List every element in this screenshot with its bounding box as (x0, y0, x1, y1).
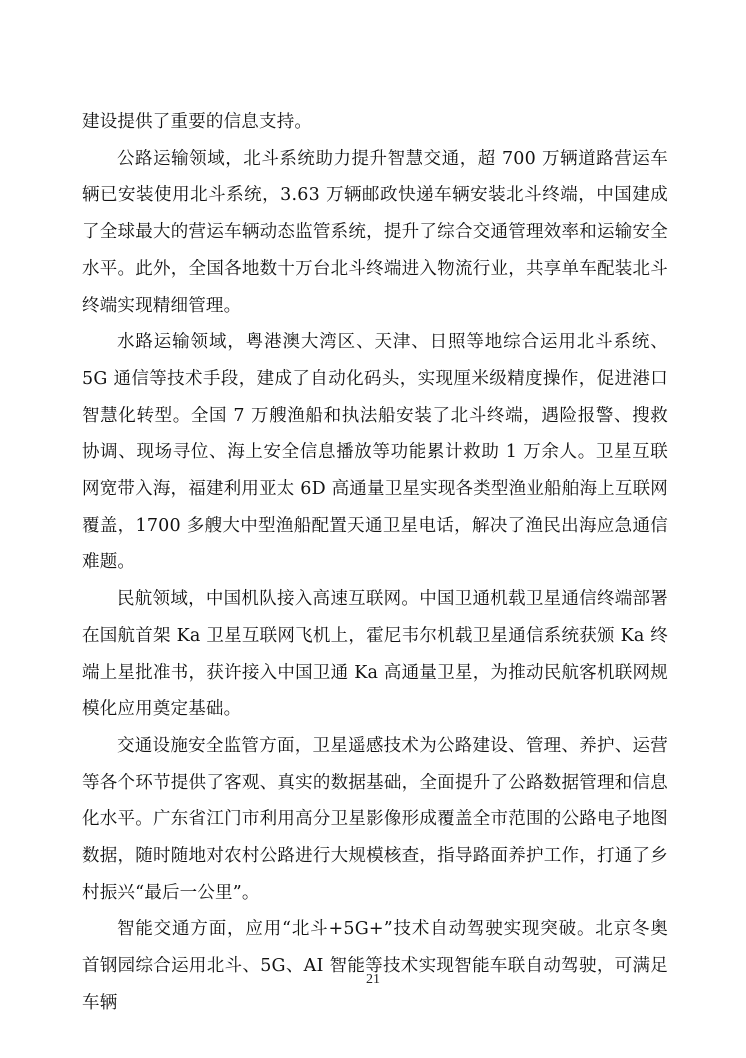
body-text (82, 104, 668, 1022)
paragraph-infrastructure-monitoring: 交通设施安全监管方面，卫星遥感技术为公路建设、管理、养护、运营等各个环节提供了客观、真实的数据基础，全面提升了公路数据管理和信息化水平。广东省江门市利用高分卫星影像形成覆盖全市范围的公路电子地图数据，随时随地对农村公路进行大规模核查，指导路面养护工作，打通了乡村振兴“最后一公里”。 (82, 735, 668, 903)
paragraph-intelligent-transport: 智能交通方面，应用“北斗+5G+”技术自动驾驶实现突破。北京冬奥首钢园综合运用北斗、5G、AI 智能等技术实现智能车联自动驾驶，可满足车辆 (82, 919, 668, 1013)
paragraph-continuation: 建设提供了重要的信息支持。 (82, 112, 313, 132)
paragraph-civil-aviation: 民航领域，中国机队接入高速互联网。中国卫通机载卫星通信终端部署在国航首架 Ka 卫星互联网飞机上，霍尼韦尔机载卫星通信系统获颁 Ka 终端上星批准书，获许接入中国卫通 Ka 高通量卫星，为推动民航客机联网规模化应用奠定基础。 (82, 589, 668, 720)
page-number: 21 (366, 972, 380, 987)
paragraph-waterway-transport: 水路运输领域，粤港澳大湾区、天津、日照等地综合运用北斗系统、5G 通信等技术手段，建成了自动化码头，实现厘米级精度操作，促进港口智慧化转型。全国 7 万艘渔船和执法船安装了北斗终端，遇险报警、搜救协调、现场寻位、海上安全信息播放等功能累计救助 1 万余人。卫星互联网宽带入海，福建利用亚太 6D 高通量卫星实现各类型渔业船舶海上互联网覆盖，1700 多艘大中型渔船配置天通卫星电话，解决了渔民出海应急通信难题。 (82, 332, 668, 573)
paragraph-highway-transport: 公路运输领域，北斗系统助力提升智慧交通，超 700 万辆道路营运车辆已安装使用北斗系统，3.63 万辆邮政快递车辆安装北斗终端，中国建成了全球最大的营运车辆动态监管系统，提升了综合交通管理效率和运输安全水平。此外，全国各地数十万台北斗终端进入物流行业，共享单车配装北斗终端实现精细管理。 (82, 148, 668, 316)
